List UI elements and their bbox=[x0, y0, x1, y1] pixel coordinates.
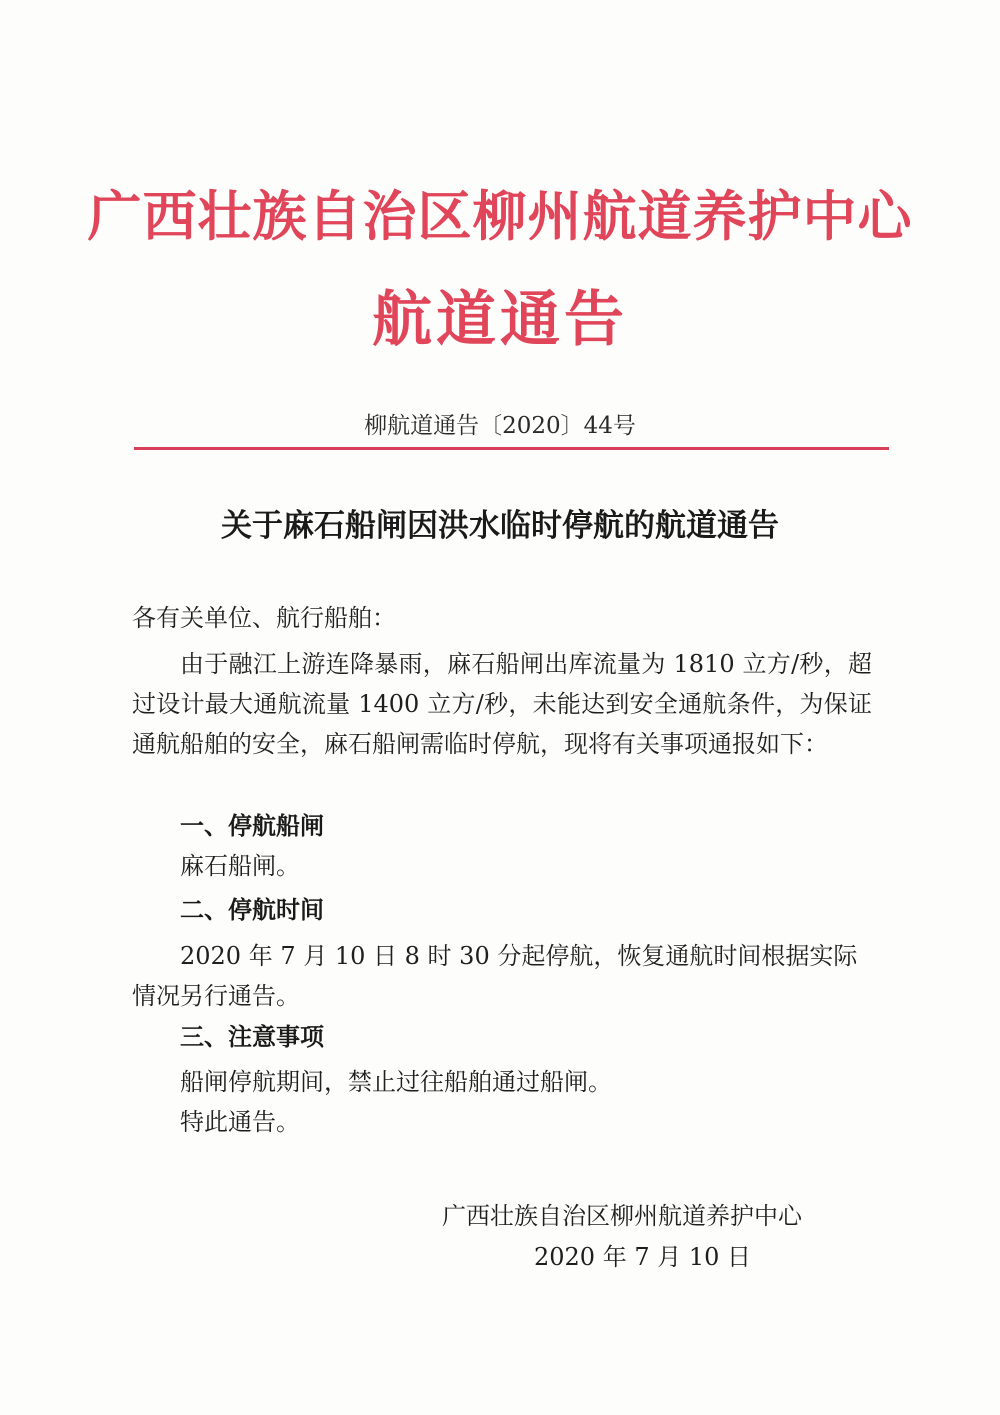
document-number: 柳航道通告〔2020〕44号 bbox=[364, 413, 636, 439]
notice-subject: 关于麻石船闸因洪水临时停航的航道通告 bbox=[221, 508, 779, 544]
signature-organization: 广西壮族自治区柳州航道养护中心 bbox=[442, 1202, 802, 1230]
document-type-title: 航道通告 bbox=[372, 285, 628, 355]
section-heading-notes: 三、注意事项 bbox=[180, 1023, 324, 1051]
red-divider-line bbox=[134, 447, 889, 450]
intro-paragraph: 由于融江上游连降暴雨，麻石船闸出库流量为 1810 立方/秒，超过设计最大通航流量 1400 立方/秒，未能达到安全通航条件，为保证通航船舶的安全，麻石船闸需临时停航，现将有关事项通报如下： bbox=[132, 650, 872, 758]
section-text-notes: 船闸停航期间，禁止过往船舶通过船闸。 bbox=[180, 1068, 612, 1096]
section-heading-closure-time: 二、停航时间 bbox=[180, 896, 324, 924]
organization-title: 广西壮族自治区柳州航道养护中心 bbox=[87, 185, 913, 248]
closing-line: 特此通告。 bbox=[180, 1108, 300, 1136]
section-heading-closed-lock: 一、停航船闸 bbox=[180, 812, 324, 840]
section-text-closure-time: 2020 年 7 月 10 日 8 时 30 分起停航，恢复通航时间根据实际情况另行通告。 bbox=[132, 942, 858, 1010]
signature-date: 2020 年 7 月 10 日 bbox=[534, 1243, 752, 1271]
section-text-closed-lock: 麻石船闸。 bbox=[180, 852, 300, 880]
salutation: 各有关单位、航行船舶： bbox=[132, 604, 396, 632]
